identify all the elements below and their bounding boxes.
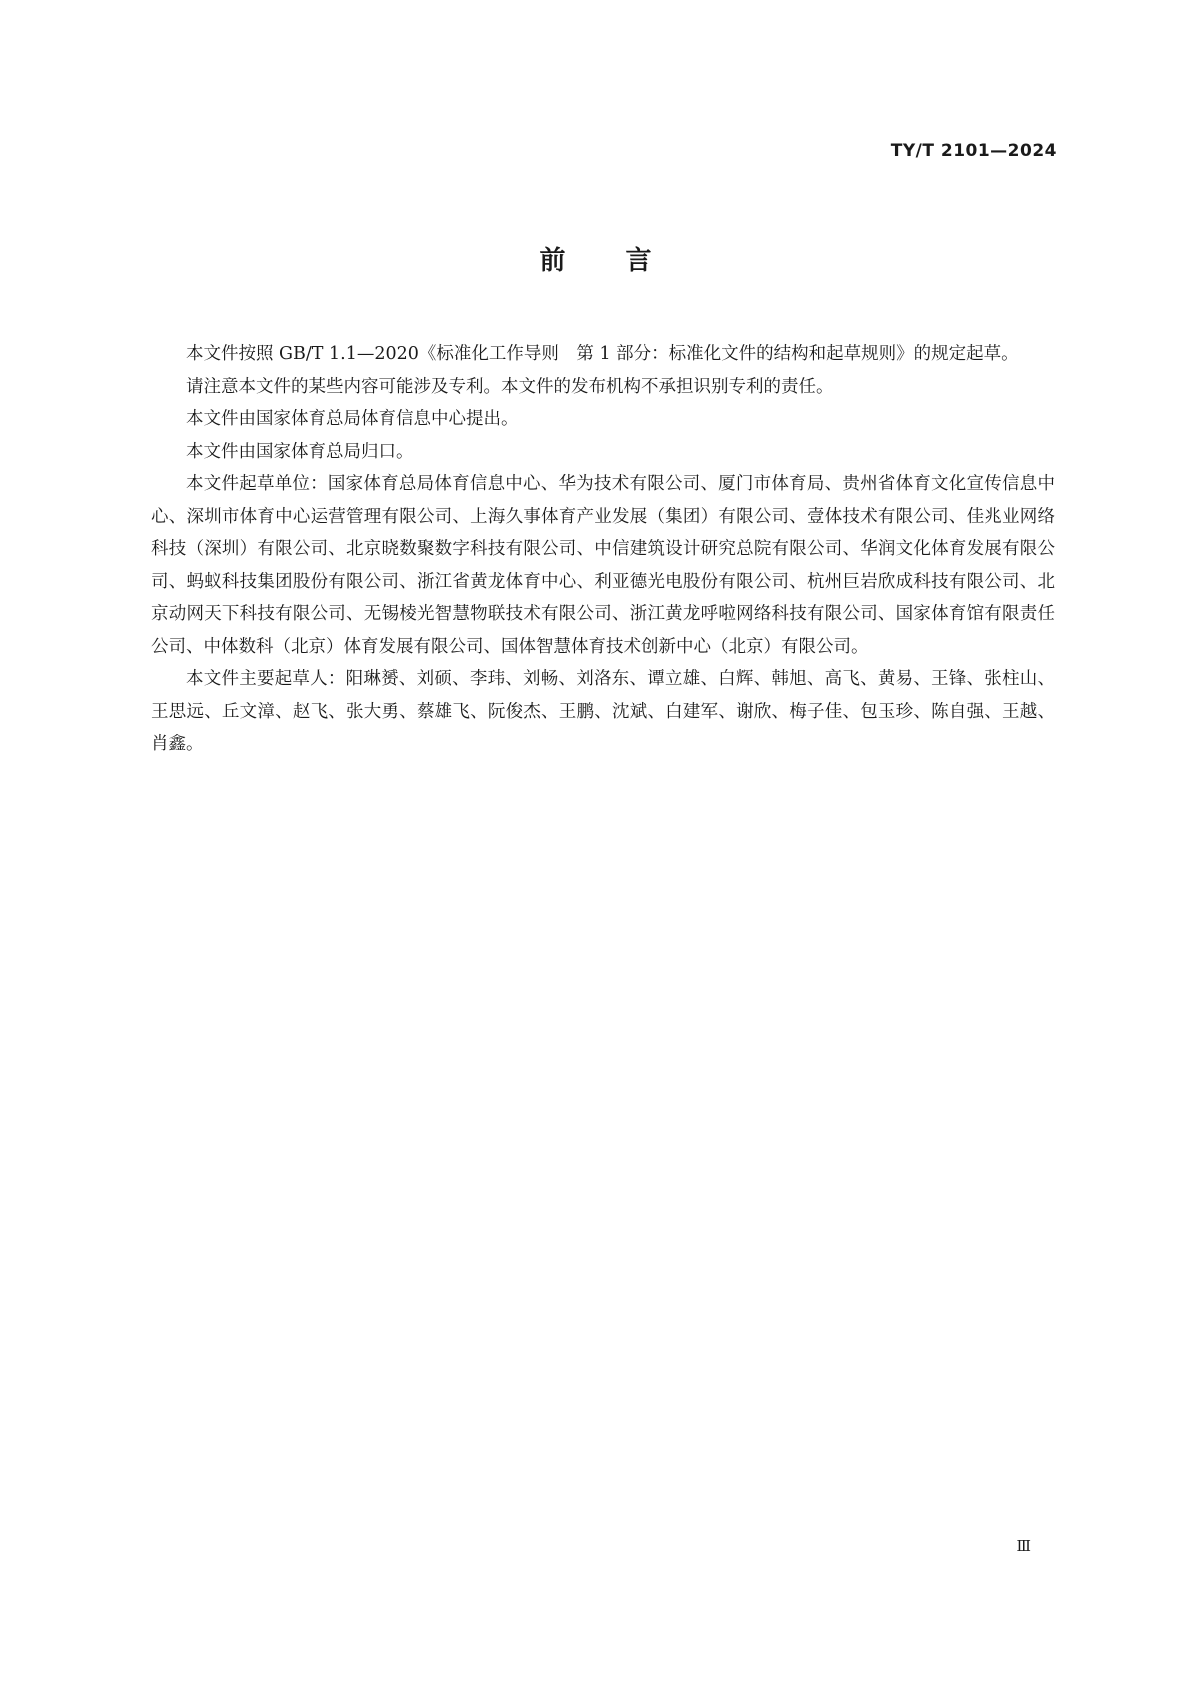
page-number: Ⅲ	[1016, 1537, 1031, 1555]
paragraph-proposer: 本文件由国家体育总局体育信息中心提出。	[186, 409, 519, 429]
paragraph-centralized: 本文件由国家体育总局归口。	[186, 441, 414, 462]
paragraph-drafting-rules: 本文件按照 GB/T 1.1—2020《标准化工作导则 第 1 部分：标准化文件的结构和起草规则》的规定起草。	[186, 344, 1019, 364]
paragraph-drafting-units: 本文件起草单位：国家体育总局体育信息中心、华为技术有限公司、厦门市体育局、贵州省体育文化宣传信息中心、深圳市体育中心运营管理有限公司、上海久事体育产业发展（集团）有限公司、壹体技术有限公司、佳兆业网络科技（深圳）有限公司、北京晓数聚数字科技有限公司、中信建筑设计研究总院有限公司、华润文化体育发展有限公司、蚂蚁科技集团股份有限公司、浙江省黄龙体育中心、利亚德光电股份有限公司、杭州巨岩欣成科技有限公司、北京动网天下科技有限公司、无锡棱光智慧物联技术有限公司、浙江黄龙呼啦网络科技有限公司、国家体育馆有限责任公司、中体数科（北京）体育发展有限公司、国体智慧体育技术创新中心（北京）有限公司。	[151, 474, 1055, 657]
foreword-body	[151, 338, 1055, 761]
paragraph-patent-notice: 请注意本文件的某些内容可能涉及专利。本文件的发布机构不承担识别专利的责任。	[186, 376, 834, 397]
paragraph-drafters: 本文件主要起草人：阳琳赟、刘硕、李玮、刘畅、刘洛东、谭立雄、白辉、韩旭、高飞、黄易、王锋、张柱山、王思远、丘文漳、赵飞、张大勇、蔡雄飞、阮俊杰、王鹏、沈斌、白建军、谢欣、梅子佳、包玉珍、陈自强、王越、肖鑫。	[151, 669, 1055, 754]
page-title: 前言	[539, 246, 712, 276]
document-code: TY/T 2101—2024	[890, 141, 1057, 161]
